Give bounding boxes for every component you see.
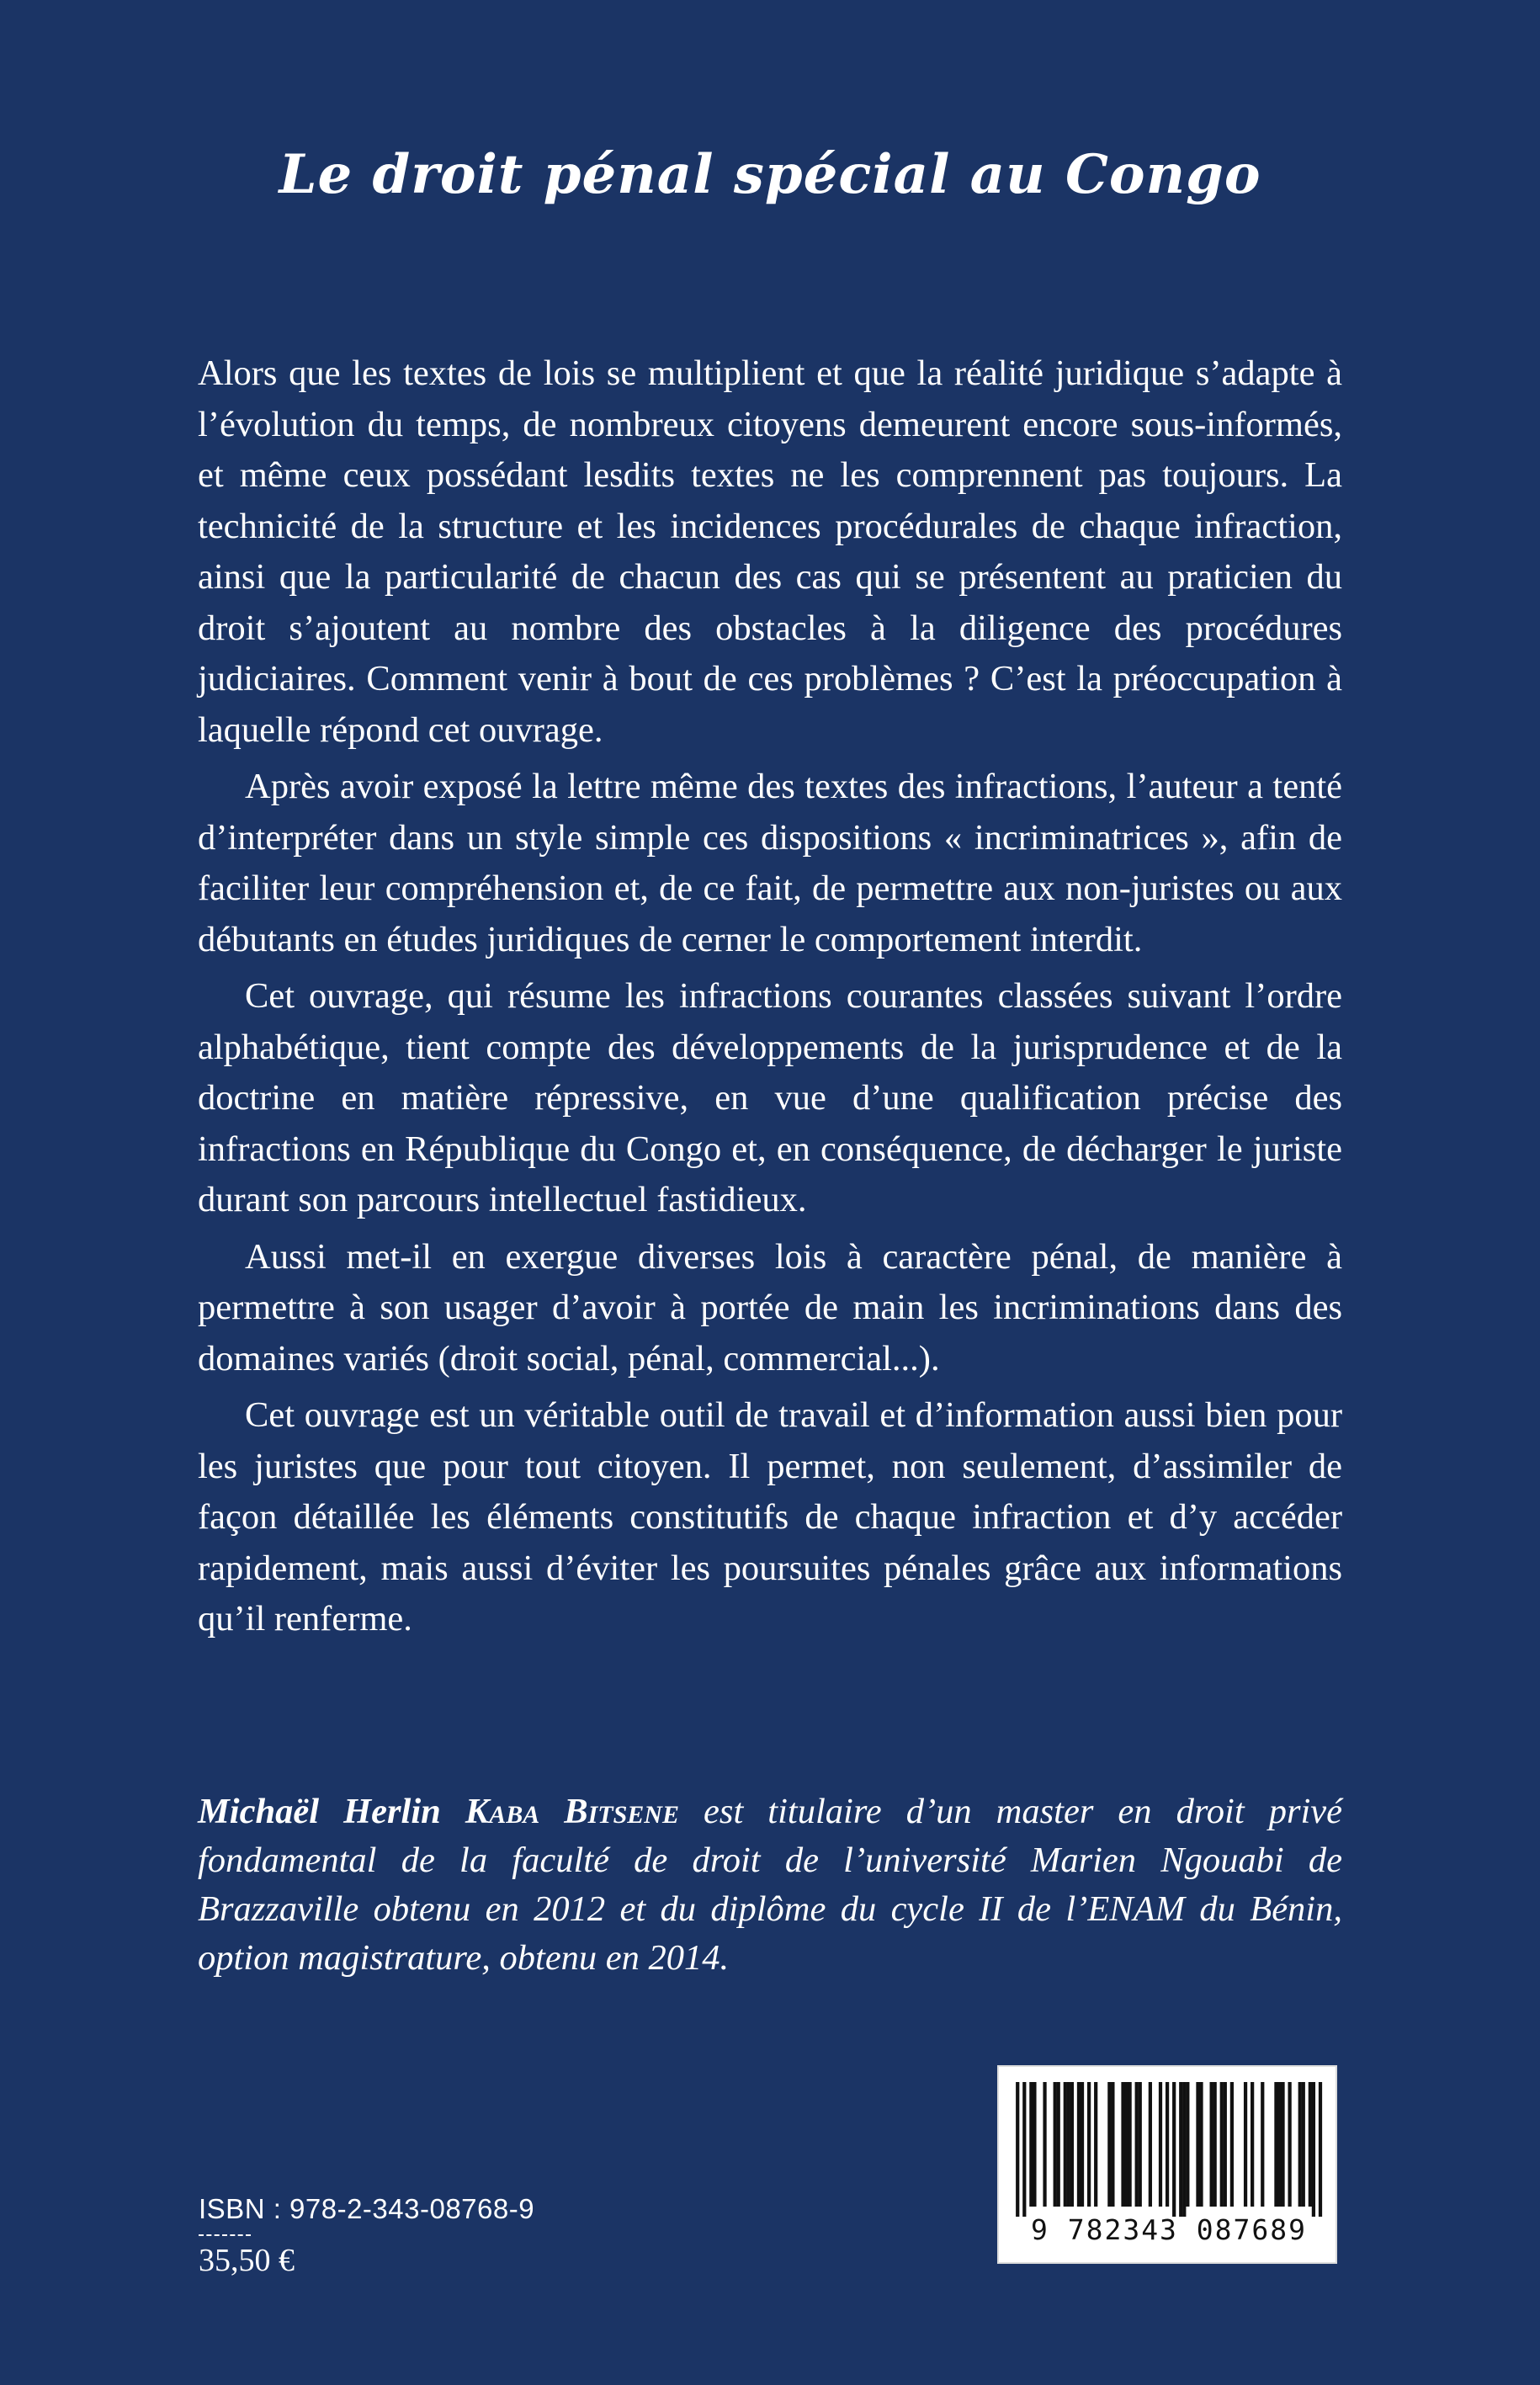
- barcode-bar: [1139, 2082, 1142, 2207]
- barcode-bar: [1312, 2082, 1315, 2217]
- barcode-bar: [1111, 2082, 1114, 2207]
- barcode-bar: [1196, 2082, 1199, 2207]
- barcode-bars: [1009, 2082, 1329, 2217]
- barcode-bar: [1298, 2082, 1302, 2207]
- barcode-bar: [1182, 2082, 1186, 2217]
- barcode-bar: [1067, 2082, 1070, 2207]
- barcode-bar: [1094, 2082, 1097, 2207]
- barcode-bar: [1186, 2082, 1189, 2207]
- blurb-paragraph-1: Alors que les textes de lois se multiplient et que la réalité juridique s’adapte à l’évolution du temps, de nombreux citoyens demeurent encore sous-informés, et même ceux possédant lesdits textes ne les comprennent pas toujours. La technicité de la structure et les incidences procédurales de chaque infraction, ainsi que la particularité de chacun des cas qui se présentent au praticien du droit s’ajoutent au nombre des obstacles à la diligence des procédures judiciaires. Comment venir à bout de ces problèmes ? C’est la préoccupation à laquelle répond cet ouvrage.: [198, 353, 1342, 750]
- barcode-bar: [1029, 2082, 1033, 2207]
- barcode-bar: [1230, 2082, 1234, 2207]
- barcode-bar: [1043, 2082, 1046, 2207]
- barcode-bar: [1210, 2082, 1213, 2207]
- barcode-bar: [1199, 2082, 1203, 2207]
- barcode-bar: [1070, 2082, 1074, 2207]
- barcode-bar: [1054, 2082, 1057, 2207]
- author-bio: [198, 1787, 1342, 1983]
- blurb: [198, 348, 1342, 1651]
- barcode-bar: [1033, 2082, 1036, 2207]
- barcode-bar: [1277, 2082, 1281, 2207]
- barcode-bar: [1064, 2082, 1067, 2207]
- barcode-bar: [1251, 2082, 1254, 2207]
- book-title: Le droit pénal spécial au Congo: [279, 143, 1261, 206]
- barcode-bar: [1077, 2082, 1081, 2207]
- barcode-bar: [1016, 2082, 1019, 2217]
- barcode-bar: [1244, 2082, 1247, 2207]
- blurb-paragraph-4: Aussi met-il en exergue diverses lois à caractère pénal, de manière à permettre à son usager d’avoir à portée de main les incriminations dans des domaines variés (droit social, pénal, commercial...).: [198, 1236, 1342, 1378]
- barcode-bar: [1166, 2082, 1169, 2207]
- isbn-text: ISBN : 978-2-343-08768-9: [199, 2193, 535, 2224]
- author-last-name: Kaba Bitsene: [465, 1792, 679, 1831]
- barcode-bar: [1288, 2082, 1291, 2207]
- barcode-bar: [1220, 2082, 1224, 2207]
- barcode-bar: [1057, 2082, 1060, 2207]
- barcode-bar: [1087, 2082, 1091, 2207]
- barcode-digits: 9 782343 087689: [1030, 2213, 1307, 2246]
- barcode-bar: [1281, 2082, 1284, 2207]
- barcode-bar: [1107, 2082, 1111, 2207]
- barcode-bar: [1213, 2082, 1217, 2207]
- barcode-bar: [1022, 2082, 1026, 2217]
- barcode-bar: [1261, 2082, 1264, 2207]
- barcode-bar: [1224, 2082, 1227, 2207]
- barcode: [997, 2065, 1337, 2264]
- barcode-bar: [1121, 2082, 1124, 2207]
- barcode-bar: [1179, 2082, 1182, 2217]
- isbn: [199, 2193, 534, 2225]
- barcode-bar: [1319, 2082, 1322, 2217]
- barcode-bar: [1274, 2082, 1277, 2207]
- blurb-paragraph-5: Cet ouvrage est un véritable outil de travail et d’information aussi bien pour les juristes que pour tout citoyen. Il permet, non seulement, d’assimiler de façon détaillée les éléments constitutifs de chaque infraction et d’y accéder rapidement, mais aussi d’éviter les poursuites pénales grâce aux informations qu’il renferme.: [198, 1395, 1342, 1639]
- barcode-bar: [1309, 2082, 1312, 2207]
- dash-mark: [199, 2234, 251, 2239]
- price: 35,50 €: [199, 2243, 295, 2278]
- blurb-paragraph-2: Après avoir exposé la lettre même des textes des infractions, l’auteur a tenté d’interpréter dans un style simple ces dispositions « incriminatrices », afin de faciliter leur compréhension et, de ce fait, de permettre aux non-juristes ou aux débutants en études juridiques de cerner le comportement interdit.: [198, 767, 1342, 959]
- blurb-paragraph-3: Cet ouvrage, qui résume les infractions courantes classées suivant l’ordre alphabétique, tient compte des développements de la jurisprudence et de la doctrine en matière répressive, en vue d’une qualification précise des infractions en République du Congo et, en conséquence, de décharger le juriste durant son parcours intellectuel fastidieux.: [198, 976, 1342, 1219]
- barcode-bar: [1302, 2082, 1305, 2207]
- barcode-bar: [1135, 2082, 1139, 2207]
- barcode-bar: [1172, 2082, 1176, 2217]
- barcode-bar: [1081, 2082, 1084, 2207]
- barcode-bar: [1124, 2082, 1128, 2207]
- author-first-names: Michaël Herlin: [198, 1792, 441, 1831]
- barcode-bar: [1159, 2082, 1162, 2207]
- barcode-bar: [1149, 2082, 1152, 2207]
- author-bio-text: est titulaire d’un master en droit privé fondamental de la faculté de droit de l’université Marien Ngouabi de Brazzaville obtenu en 2012 et du diplôme du cycle II de l’ENAM du Bénin, option magistrature, obtenu en 2014.: [198, 1792, 1343, 1978]
- barcode-bar: [1128, 2082, 1131, 2207]
